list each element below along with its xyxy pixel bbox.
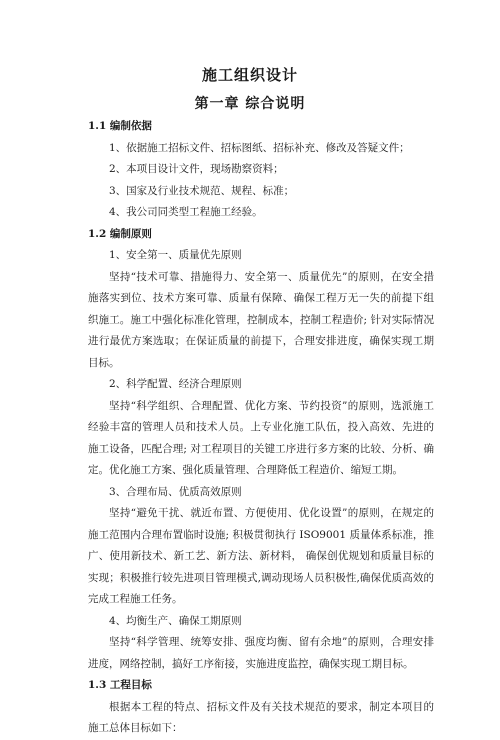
principle-body: 坚持“科学组织、合理配置、优化方案、节约投资”的原则，选派施工经验丰富的管理人员和技术人员。上专业化施工队伍，投入高效、先进的施工设备，匹配合理; 对工程项目的关键工序进行多方案的比较、分析、确定。优化施工方案、强化质量管理、合理降低工程造价、缩短工期。 bbox=[88, 399, 434, 476]
section-heading-1-2: 1.2 编制原则 bbox=[88, 227, 152, 240]
principle-body: 坚持“技术可靠、措施得力、安全第一、质量优先”的原则，在安全措施落实到位、技术方案可靠、质量有保障、确保工程万无一失的前提下组织施工。施工中强化标准化管理，控制成本，控制工程造价; 针对实际情况进行最优方案选取；在保证质量的前提下，合理安排进度，确保实现工期目标。 bbox=[88, 270, 434, 369]
section-body: 根据本工程的特点、招标文件及有关技术规范的要求，制定本项目的施工总体目标如下： bbox=[88, 700, 434, 734]
principle-title: 4、均衡生产、确保工期原则 bbox=[109, 614, 242, 627]
section-heading-1-1: 1.1 编制依据 bbox=[88, 120, 152, 132]
principle-body: 坚持“避免干扰、就近布置、方便使用、优化设置”的原则，在规定的施工范围内合理布置临时设施; 积极贯彻执行 ISO9001 质量体系标准，推广、使用新技术、新工艺、新方法、新材料， 确保创优规划和质量目标的实现；积极推行较先进项目管理模式,调动现场人员积极性,确保优质高效的完成工程施工任务。 bbox=[88, 507, 434, 605]
list-item: 3、国家及行业技术规范、规程、标准； bbox=[109, 184, 295, 197]
document-title: 施工组织设计 bbox=[201, 66, 298, 84]
list-item: 1、依据施工招标文件、招标图纸、招标补充、修改及答疑文件； bbox=[109, 141, 410, 154]
principle-title: 1、安全第一、质量优先原则 bbox=[109, 249, 242, 261]
list-item: 2、本项目设计文件，现场勘察资料； bbox=[109, 163, 284, 175]
principle-title: 3、合理布局、优质高效原则 bbox=[109, 485, 242, 498]
section-heading-1-3: 1.3 工程目标 bbox=[88, 679, 152, 691]
list-item: 4、我公司同类型工程施工经验。 bbox=[109, 206, 263, 218]
principle-title: 2、科学配置、经济合理原则 bbox=[109, 378, 242, 390]
principle-body: 坚持“科学管理、统筹安排、强度均衡、留有余地”的原则，合理安排进度，网络控制，搞好工序衔接，实施进度监控，确保实现工期目标。 bbox=[88, 636, 434, 670]
chapter-heading: 第一章 综合说明 bbox=[194, 96, 306, 112]
document-body bbox=[88, 116, 434, 740]
